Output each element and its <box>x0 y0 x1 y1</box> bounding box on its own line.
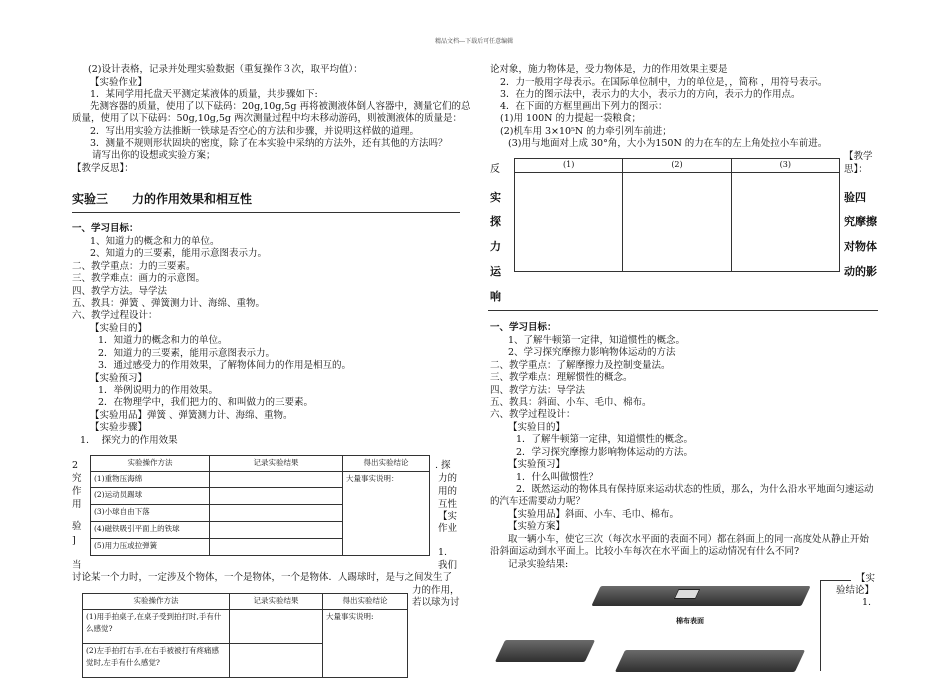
table1-left-char: 究 <box>72 473 82 484</box>
side-char: 反 <box>490 164 500 175</box>
table1-left-char: 作 <box>72 486 82 497</box>
board-lower-left <box>495 640 595 662</box>
side-note: 1. <box>862 597 872 608</box>
right-line: 1、了解牛顿第一定律，知道惯性的概念。 <box>508 335 686 346</box>
table-cell: (5)用力压或拉弹簧 <box>91 538 210 555</box>
table-mutual-force <box>82 593 408 678</box>
left-line: 【实验步骤】 <box>90 422 148 433</box>
side-note: 验结论】 <box>836 585 875 596</box>
side-char: 力 <box>490 240 501 253</box>
draw-box-label: (3) <box>732 159 839 173</box>
left-line: 四、教学方法。导学法 <box>72 286 168 297</box>
side-char: 探 <box>490 215 501 228</box>
right-line: 论对象，施力物体是，受力物体是，力的作用效果主要是 <box>490 64 728 75</box>
left-line: 3．通过感受力的作用效果，了解物体间力的作用是相互的。 <box>98 360 352 371</box>
left-line: (2)设计表格，记录并处理实验数据（重复操作３次，取平均值）： <box>88 64 363 75</box>
right-line: (2)机车用 3×10⁵N 的力牵引列车前进； <box>500 126 672 137</box>
left-line: 2．在物理学中，我们把力的、和叫做力的三要素。 <box>98 397 314 408</box>
side-char: 运 <box>490 265 501 278</box>
result-cell[interactable] <box>210 471 343 487</box>
right-line: 四、教学方法：导学法 <box>490 385 586 396</box>
left-line: 1．举例说明力的作用效果。 <box>98 385 219 396</box>
right-line: 记录实验结果: <box>508 559 569 570</box>
right-line: (1)用 100N 的力提起一袋粮食； <box>500 113 641 124</box>
left-line: 【实验用品】弹簧 、弹簧测力计、海绵、重物。 <box>90 410 293 421</box>
conclusion-cell[interactable]: 大量事实说明: <box>323 609 408 677</box>
board-cotton <box>591 586 810 606</box>
draw-box-3[interactable] <box>732 159 839 271</box>
table1-right-char: 力的 <box>438 473 458 484</box>
conclusion-cell[interactable]: 大量事实说明： <box>343 471 430 555</box>
side-note: 【实 <box>856 573 876 584</box>
table1-right-char: 【实 <box>438 511 458 522</box>
side-char: 【教学 <box>844 151 873 162</box>
right-line: 1．了解牛顿第一定律，知道惯性的概念。 <box>516 434 694 445</box>
right-line: 取一辆小车，使它三次（每次水平面的表面不同）都在斜面上的同一高度处从静止开始 <box>508 534 870 545</box>
section-divider <box>488 310 878 311</box>
col-header: 实验操作方法 <box>91 456 210 472</box>
right-line: 的汽车还需要动力呢？ <box>490 496 586 507</box>
left-line: 【实验作业】 <box>90 77 148 88</box>
board-lower-mid <box>615 650 805 672</box>
table-cell: (2)左手拍打右手,在右手被被打有疼痛感觉时,左手有什么感觉? <box>83 643 230 677</box>
side-char: 实 <box>490 191 501 204</box>
col-header: 实验操作方法 <box>83 594 230 610</box>
right-line: 2、学习探究摩擦力影响物体运动的方法 <box>508 347 676 358</box>
table-cell: (1)重物压海绵 <box>91 471 210 487</box>
right-line: 1．什么叫做惯性？ <box>516 472 599 483</box>
left-line: 先测容器的质量，使用了以下砝码：20g,10g,5g 再将被测液体倒人容器中，测量它们的总 <box>90 101 471 112</box>
table-cell: (4)磁铁吸引平面上的铁球 <box>91 521 210 538</box>
result-cell[interactable] <box>210 504 343 521</box>
left-line: 2．写出用实验方法推断一铁球是否空心的方法和步骤，并说明这样做的道理。 <box>90 126 420 137</box>
right-line: 2．学习探究摩擦力影响物体运动的方法。 <box>516 447 694 458</box>
table-cell: (2)运动员踢球 <box>91 487 210 504</box>
draw-box-label: (2) <box>623 159 730 173</box>
result-cell[interactable] <box>210 538 343 555</box>
left-line: 讨论某一个力时，一定涉及个物体，一个是物体，一个是物体．人踢球时，是与之间发生了 <box>72 572 453 583</box>
left-line: 请写出你的设想或实验方案； <box>92 150 216 161</box>
table-header-row <box>83 594 408 610</box>
side-text: 若以球为讨 <box>412 597 460 608</box>
right-line: 【实验预习】 <box>508 459 566 470</box>
table1-left-char: 验 <box>72 521 82 532</box>
left-line: 1．知道力的概念和力的单位。 <box>98 335 228 346</box>
col-header: 得出实验结论 <box>323 594 408 610</box>
left-line: 六、教学过程设计： <box>72 310 158 321</box>
table1-left-char: ] <box>72 535 76 546</box>
section-title: 实验三 力的作用效果和相互性 <box>72 192 253 206</box>
right-line: 3．在力的图示法中，表示力的大小，表示力的方向，表示力的作用点。 <box>500 89 801 100</box>
left-line: 三、教学难点：画力的示意图。 <box>72 273 206 284</box>
left-line: 3．测量不规则形状固块的密度，除了在本实验中采纳的方法外，还有其他的方法吗？ <box>90 138 448 149</box>
right-line: 三、教学难点：理解惯性的概念。 <box>490 372 633 383</box>
col-header: 记录实验结果 <box>210 456 343 472</box>
side-char: 验四 <box>844 191 866 204</box>
draw-box-2[interactable] <box>623 159 731 271</box>
result-cell[interactable] <box>210 521 343 538</box>
result-cell[interactable] <box>210 487 343 504</box>
right-line: 2．既然运动的物体具有保持原来运动状态的性质，那么，为什么沿水平地面匀速运动 <box>516 484 874 495</box>
table-row <box>91 471 430 487</box>
left-line: 2、知道力的三要素，能用示意图表示力。 <box>90 248 268 259</box>
table-force-effects <box>90 455 430 556</box>
right-line: 六、教学过程设计： <box>490 409 576 420</box>
side-text: 力的作用， <box>412 585 460 596</box>
side-text: 我们 <box>438 560 458 571</box>
side-char: 动的影 <box>844 265 877 278</box>
left-line: 1. 探究力的作用效果 <box>80 435 178 446</box>
side-char: 思】： <box>844 164 868 175</box>
left-line: 【实验预习】 <box>90 373 148 384</box>
result-cell[interactable] <box>230 609 323 643</box>
draw-box-label: (1) <box>515 159 622 173</box>
section-divider <box>72 212 460 213</box>
right-line: 沿斜面运动到水平面上。比较小车每次在水平面上的运动情况有什么不同? <box>490 546 800 557</box>
table1-right-char: 互性 <box>438 499 458 510</box>
table-row <box>83 609 408 643</box>
goals-heading: 一、学习目标： <box>72 223 139 234</box>
car-icon <box>674 589 701 599</box>
table1-right-char: . 探 <box>435 460 451 471</box>
left-line: 二、教学重点：力的三要素。 <box>72 261 196 272</box>
left-line: 五、教具：弹簧 、弹簧测力计、海绵、重物。 <box>72 298 266 309</box>
left-line: 1、知道力的概念和力的单位。 <box>90 236 220 247</box>
right-line: 【实验方案】 <box>508 521 566 532</box>
figure-label: 棉布表面 <box>676 616 704 625</box>
left-line: 【实验目的】 <box>90 323 148 334</box>
goals-heading: 一、学习目标： <box>490 322 557 333</box>
left-line: 当 <box>72 560 82 571</box>
right-line: 二、教学重点：了解摩擦力及控制变量法。 <box>490 360 671 371</box>
table1-right-char: 1. <box>438 547 448 558</box>
right-line: 五、教具：斜面、小车、毛巾、棉布。 <box>490 397 652 408</box>
left-line: 质量，使用了以下砝码：50g,10g,5g 两次测量过程中均未移动游码，则被测液体的质量是： <box>72 113 463 124</box>
table-cell: (3)小球自由下落 <box>91 504 210 521</box>
table-cell: (1)用手拍桌子,在桌子受到拍打时,手有什么感觉? <box>83 609 230 643</box>
side-char: 对物体 <box>844 240 877 253</box>
right-line: 【实验用品】斜面、小车、毛巾、棉布。 <box>508 509 680 520</box>
right-line: 2．力一般用字母表示。在国际单位制中，力的单位是，，简称 ，用符号表示。 <box>500 77 828 88</box>
force-diagram-boxes <box>514 158 840 272</box>
table1-left-char: 2 <box>72 460 79 471</box>
table1-right-char: 作业 <box>438 523 458 534</box>
left-line: 2．知道力的三要素，能用示意图表示力。 <box>98 348 276 359</box>
col-header: 得出实验结论 <box>343 456 430 472</box>
right-line: (3)用与地面对上成 30°角，大小为150N 的力在车的左上角处拉小车前进。 <box>508 138 828 149</box>
draw-box-1[interactable] <box>515 159 623 271</box>
side-char: 究摩擦 <box>844 215 877 228</box>
table1-left-char: 用 <box>72 499 82 510</box>
left-line: 1．某同学用托盘天平测定某液体的质量，共步骤如下: <box>90 89 318 100</box>
left-line: 【教学反思】： <box>72 163 134 174</box>
table-header-row <box>91 456 430 472</box>
right-line: 4．在下面的方框里画出下列力的图示： <box>500 101 668 112</box>
page-header: 精品文档---下载后可任意编辑 <box>435 38 514 45</box>
side-char: 响 <box>490 290 501 303</box>
right-line: 【实验目的】 <box>508 422 566 433</box>
col-header: 记录实验结果 <box>230 594 323 610</box>
table1-right-char: 用的 <box>438 486 458 497</box>
